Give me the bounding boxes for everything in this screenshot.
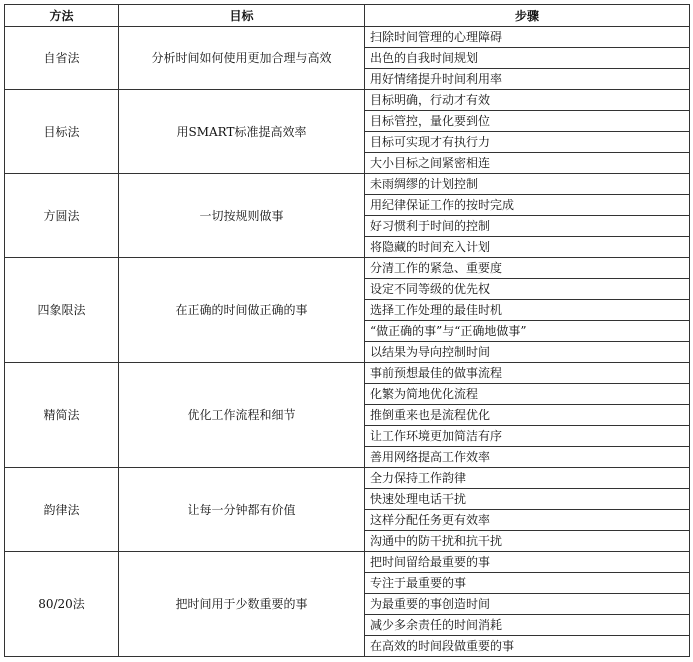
time-management-table bbox=[4, 4, 690, 657]
step-cell: 专注于最重要的事 bbox=[365, 573, 690, 594]
header-steps: 步骤 bbox=[365, 5, 690, 27]
step-cell: 目标可实现才有执行力 bbox=[365, 132, 690, 153]
step-cell: 全力保持工作韵律 bbox=[365, 468, 690, 489]
step-cell: 设定不同等级的优先权 bbox=[365, 279, 690, 300]
header-row bbox=[5, 5, 690, 27]
step-cell: 为最重要的事创造时间 bbox=[365, 594, 690, 615]
step-cell: 沟通中的防干扰和抗干扰 bbox=[365, 531, 690, 552]
step-cell: 在高效的时间段做重要的事 bbox=[365, 636, 690, 657]
header-goal: 目标 bbox=[119, 5, 365, 27]
table-row bbox=[5, 258, 690, 279]
step-cell: 目标明确，行动才有效 bbox=[365, 90, 690, 111]
step-cell: 大小目标之间紧密相连 bbox=[365, 153, 690, 174]
step-cell: “做正确的事”与“正确地做事” bbox=[365, 321, 690, 342]
goal-cell: 让每一分钟都有价值 bbox=[119, 468, 365, 552]
step-cell: 用纪律保证工作的按时完成 bbox=[365, 195, 690, 216]
step-cell: 好习惯利于时间的控制 bbox=[365, 216, 690, 237]
step-cell: 目标管控，量化要到位 bbox=[365, 111, 690, 132]
goal-cell: 在正确的时间做正确的事 bbox=[119, 258, 365, 363]
step-cell: 用好情绪提升时间利用率 bbox=[365, 69, 690, 90]
step-cell: 把时间留给最重要的事 bbox=[365, 552, 690, 573]
step-cell: 以结果为导向控制时间 bbox=[365, 342, 690, 363]
step-cell: 扫除时间管理的心理障碍 bbox=[365, 27, 690, 48]
table-row bbox=[5, 552, 690, 573]
method-cell: 目标法 bbox=[5, 90, 119, 174]
method-cell: 80/20法 bbox=[5, 552, 119, 657]
step-cell: 选择工作处理的最佳时机 bbox=[365, 300, 690, 321]
step-cell: 快速处理电话干扰 bbox=[365, 489, 690, 510]
step-cell: 善用网络提高工作效率 bbox=[365, 447, 690, 468]
table-row bbox=[5, 27, 690, 48]
step-cell: 出色的自我时间规划 bbox=[365, 48, 690, 69]
step-cell: 事前预想最佳的做事流程 bbox=[365, 363, 690, 384]
step-cell: 未雨绸缪的计划控制 bbox=[365, 174, 690, 195]
table-row bbox=[5, 174, 690, 195]
method-cell: 方圆法 bbox=[5, 174, 119, 258]
step-cell: 这样分配任务更有效率 bbox=[365, 510, 690, 531]
goal-cell: 把时间用于少数重要的事 bbox=[119, 552, 365, 657]
step-cell: 推倒重来也是流程优化 bbox=[365, 405, 690, 426]
table-row bbox=[5, 468, 690, 489]
method-cell: 自省法 bbox=[5, 27, 119, 90]
step-cell: 减少多余责任的时间消耗 bbox=[365, 615, 690, 636]
step-cell: 让工作环境更加简洁有序 bbox=[365, 426, 690, 447]
step-cell: 分清工作的紧急、重要度 bbox=[365, 258, 690, 279]
step-cell: 化繁为简地优化流程 bbox=[365, 384, 690, 405]
header-method: 方法 bbox=[5, 5, 119, 27]
method-cell: 四象限法 bbox=[5, 258, 119, 363]
method-cell: 精简法 bbox=[5, 363, 119, 468]
goal-cell: 用SMART标准提高效率 bbox=[119, 90, 365, 174]
step-cell: 将隐藏的时间充入计划 bbox=[365, 237, 690, 258]
goal-cell: 分析时间如何使用更加合理与高效 bbox=[119, 27, 365, 90]
table-row bbox=[5, 90, 690, 111]
table-row bbox=[5, 363, 690, 384]
table-body bbox=[5, 27, 690, 657]
method-cell: 韵律法 bbox=[5, 468, 119, 552]
goal-cell: 一切按规则做事 bbox=[119, 174, 365, 258]
goal-cell: 优化工作流程和细节 bbox=[119, 363, 365, 468]
